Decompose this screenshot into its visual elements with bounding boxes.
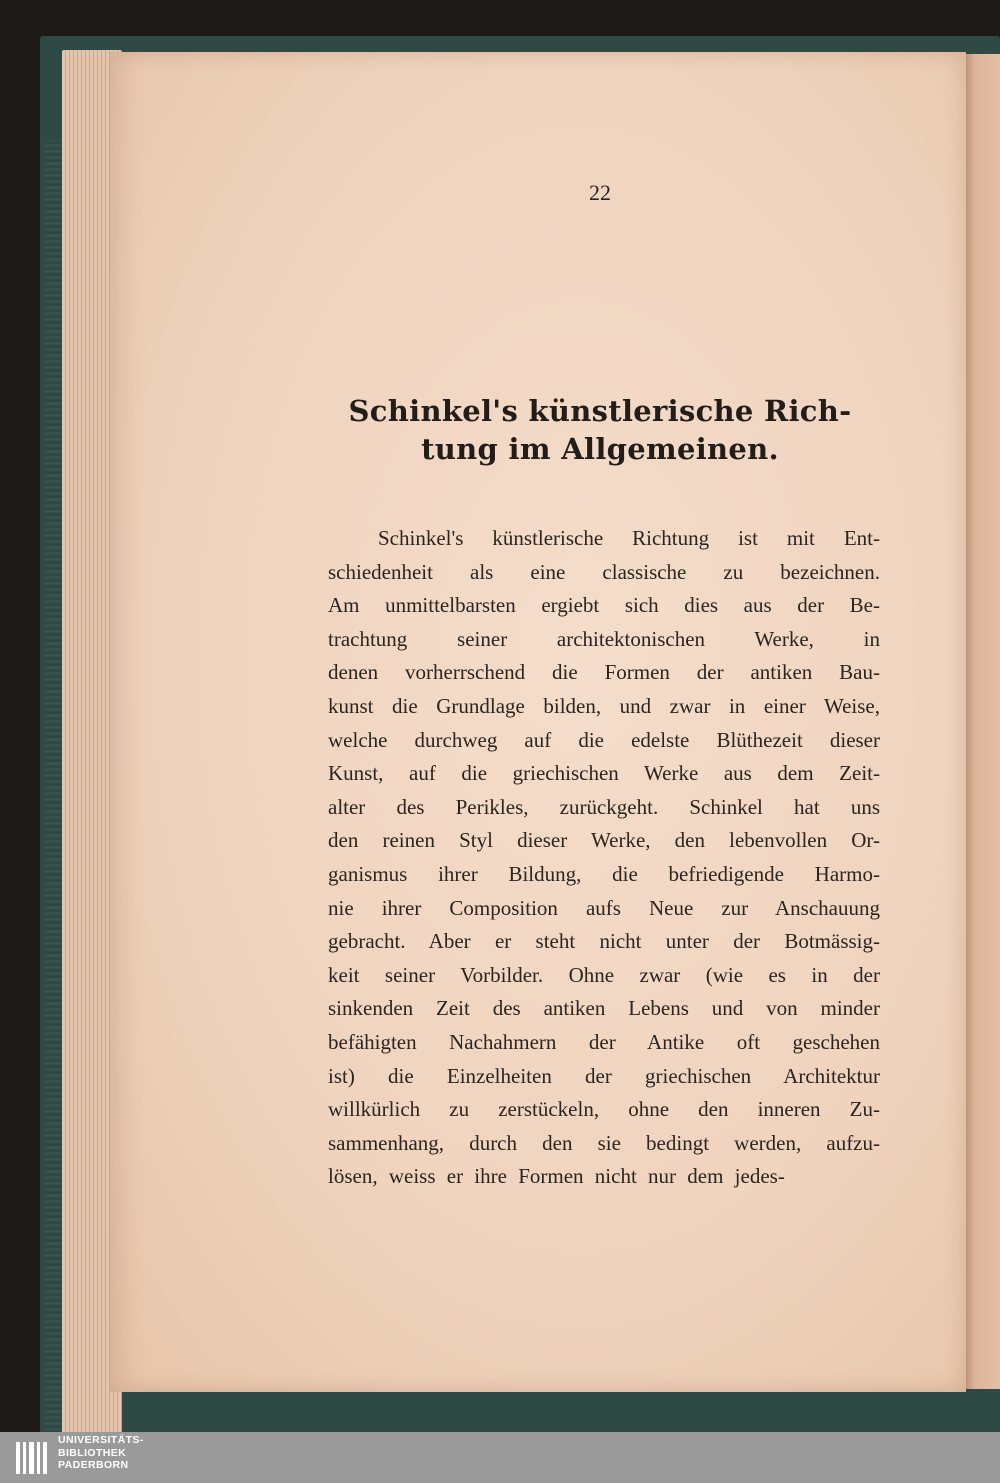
body-line: schiedenheit als eine classische zu bezeichnen.: [328, 559, 880, 584]
body-line: Schinkel's künstlerische Richtung ist mit Ent-: [378, 526, 880, 550]
body-line: lösen, weiss er ihre Formen nicht nur dem jedes-: [328, 1164, 785, 1189]
body-line: alter des Perikles, zurückgeht. Schinkel hat uns: [328, 794, 880, 819]
body-line: willkürlich zu zerstückeln, ohne den inneren Zu-: [328, 1097, 880, 1122]
body-line: nie ihrer Composition aufs Neue zur Anschauung: [328, 895, 880, 920]
body-line: trachtung seiner architektonischen Werke, in: [328, 626, 880, 651]
library-name-line: BIBLIOTHEK: [58, 1446, 127, 1459]
page-number: 22: [589, 180, 611, 205]
body-line: keit seiner Vorbilder. Ohne zwar (wie es in der: [328, 962, 880, 987]
body-line: gebracht. Aber er steht nicht unter der Botmässig-: [328, 929, 880, 954]
body-line: ist) die Einzelheiten der griechischen Architektur: [328, 1063, 880, 1088]
chapter-heading-line: tung im Allgemeinen.: [421, 432, 779, 466]
chapter-heading-line: Schinkel's künstlerische Rich-: [348, 394, 852, 428]
body-line: befähigten Nachahmern der Antike oft geschehen: [328, 1029, 880, 1054]
body-line: kunst die Grundlage bilden, und zwar in einer Weise,: [328, 693, 880, 718]
body-line: Kunst, auf die griechischen Werke aus dem Zeit-: [328, 761, 880, 786]
library-name-line: PADERBORN: [58, 1459, 129, 1471]
body-line: sammenhang, durch den sie bedingt werden, aufzu-: [328, 1130, 880, 1155]
body-line: ganismus ihrer Bildung, die befriedigende Harmo-: [328, 861, 880, 886]
library-name: [58, 1434, 144, 1472]
library-bars-logo-icon: [14, 1438, 50, 1478]
library-name-line: UNIVERSITÄTS-: [58, 1434, 144, 1446]
body-line: denen vorherrschend die Formen der antiken Bau-: [328, 660, 880, 685]
body-line: Am unmittelbarsten ergiebt sich dies aus der Be-: [328, 593, 880, 618]
body-line: den reinen Styl dieser Werke, den lebenvollen Or-: [328, 828, 880, 853]
body-line: welche durchweg auf die edelste Blüthezeit dieser: [328, 727, 880, 752]
body-text: [328, 522, 880, 1194]
body-line: sinkenden Zeit des antiken Lebens und von minder: [328, 996, 880, 1021]
chapter-heading: [300, 392, 900, 468]
facing-page-edge: [964, 54, 1000, 1389]
library-footer-band: [0, 1432, 1000, 1483]
